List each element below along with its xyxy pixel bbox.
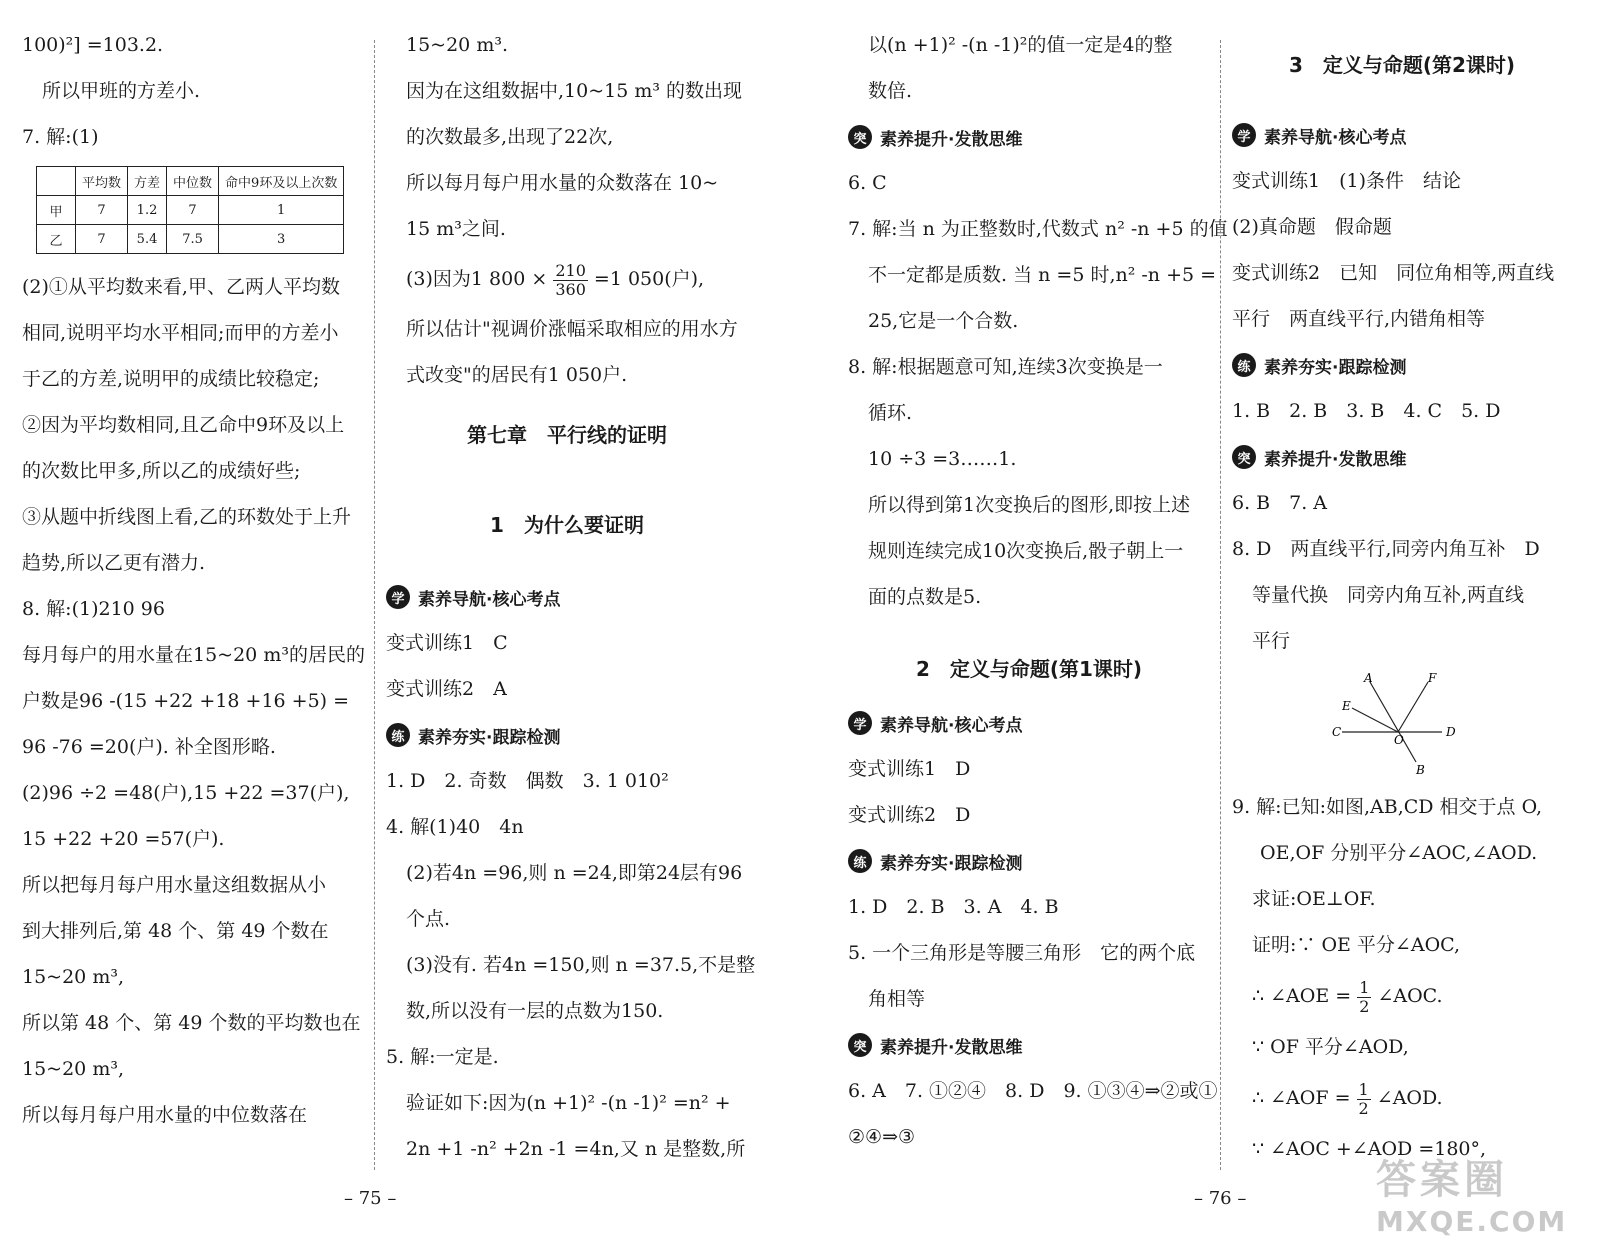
section-header [848, 700, 1210, 746]
angle-figure [1332, 670, 1472, 780]
text-line: 所以甲班的方差小. [42, 80, 201, 102]
text-line: 变式训练2 已知 同位角相等,两直线 [1232, 262, 1555, 284]
text-line: 等量代换 同旁内角互补,两直线 [1252, 584, 1525, 606]
text-line: 平行 [1252, 630, 1291, 652]
text-line: (2)①从平均数来看,甲、乙两人平均数 [22, 276, 340, 298]
text-line: 式改变"的居民有1 050户. [406, 364, 628, 386]
xue-badge-icon: 学 [848, 711, 872, 735]
table-cell: 7 [76, 196, 128, 225]
section-header [848, 838, 1210, 884]
text-line: (2)若4n =96,则 n =24,即第24层有96 [406, 862, 743, 884]
section-title: 2 定义与命题(第1课时) [915, 657, 1143, 681]
text-line: 96 -76 =20(户). 补全图形略. [22, 736, 276, 758]
table-cell: 3 [219, 225, 344, 254]
text-line: 15~20 m³. [406, 34, 508, 56]
text-line: 9. 解:已知:如图,AB,CD 相交于点 O, [1232, 796, 1543, 818]
text-line: 变式训练2 D [848, 804, 971, 826]
text-line: 面的点数是5. [868, 586, 982, 608]
text-line: 循环. [868, 402, 913, 424]
text-line: (3)没有. 若4n =150,则 n =37.5,不是整 [406, 954, 756, 976]
text-line: 的次数比甲多,所以乙的成绩好些; [22, 460, 301, 482]
line-ab [1370, 682, 1416, 762]
fraction-numerator: 1 [1358, 1079, 1369, 1099]
section-header-label: 素养提升·发散思维 [1264, 449, 1407, 470]
section-header [386, 574, 748, 620]
table-cell: 1.2 [128, 196, 167, 225]
text-line: 8. 解:根据题意可知,连续3次变换是一 [848, 356, 1163, 378]
text-line: ∵ OF 平分∠AOD, [1252, 1036, 1409, 1058]
stats-table [36, 166, 344, 254]
text-line: 1. D 2. B 3. A 4. B [848, 896, 1059, 918]
text-line: ③从题中折线图上看,乙的环数处于上升 [22, 506, 352, 528]
section-header [848, 114, 1210, 160]
text-line: 验证如下:因为(n +1)² -(n -1)² =n² + [406, 1092, 731, 1114]
text-line: 15 +22 +20 =57(户). [22, 828, 225, 850]
text-line: 数倍. [868, 80, 913, 102]
fraction-numerator: 210 [555, 260, 586, 280]
text-line: 8. 解:(1)210 96 [22, 598, 165, 620]
point-label: A [1364, 671, 1373, 685]
text-line [1232, 968, 1572, 1024]
section-header-label: 素养夯实·跟踪检测 [880, 853, 1023, 874]
table-cell: 命中9环及以上次数 [219, 167, 344, 196]
text-fragment: =1 050(户), [593, 268, 705, 290]
text-line: 所以每月每户用水量的中位数落在 [22, 1104, 308, 1126]
xue-badge-icon: 学 [1232, 123, 1256, 147]
text-line: ②④⇒③ [848, 1126, 916, 1148]
text-line: 6. C [848, 172, 887, 194]
section-title: 1 为什么要证明 [490, 513, 644, 537]
text-line: 以(n +1)² -(n -1)²的值一定是4的整 [868, 34, 1173, 56]
column-divider [374, 40, 375, 1170]
fraction [1357, 1081, 1371, 1118]
fraction-denominator: 360 [555, 279, 586, 299]
table-cell: 1 [219, 196, 344, 225]
point-label: B [1416, 763, 1425, 777]
chapter-title: 第七章 平行线的证明 [467, 423, 667, 447]
text-line: (2)真命题 假命题 [1232, 216, 1392, 238]
table-cell: 5.4 [128, 225, 167, 254]
table-row [37, 196, 344, 225]
xue-badge-icon: 学 [386, 585, 410, 609]
table-cell: 中位数 [167, 167, 219, 196]
text-line: 所以得到第1次变换后的图形,即按上述 [868, 494, 1191, 516]
lian-badge-icon: 练 [386, 723, 410, 747]
table-cell: 乙 [37, 225, 76, 254]
section-header-label: 素养提升·发散思维 [880, 129, 1023, 150]
table-cell: 平均数 [76, 167, 128, 196]
text-line: 1. B 2. B 3. B 4. C 5. D [1232, 400, 1501, 422]
text-line: (2)96 ÷2 =48(户),15 +22 =37(户), [22, 782, 350, 804]
section-header [848, 1022, 1210, 1068]
column-4 [1232, 22, 1572, 1172]
text-line: 2n +1 -n² +2n -1 =4n,又 n 是整数,所 [406, 1138, 746, 1160]
text-line [1232, 1070, 1572, 1126]
section-header [386, 712, 748, 758]
text-line: 100)²] =103.2. [22, 34, 164, 56]
text-line: 7. 解:(1) [22, 126, 99, 148]
column-3 [848, 22, 1228, 1160]
section-header-label: 素养提升·发散思维 [880, 1037, 1023, 1058]
fraction [1357, 979, 1371, 1016]
table-cell [37, 167, 76, 196]
text-line: 15 m³之间. [406, 218, 506, 240]
text-line: 8. D 两直线平行,同旁内角互补 D [1232, 538, 1540, 560]
point-label: C [1332, 725, 1342, 739]
text-line: 所以每月每户用水量的众数落在 10~ [406, 172, 719, 194]
text-line: 变式训练2 A [386, 678, 507, 700]
column-2 [386, 22, 756, 1172]
fraction [553, 262, 588, 299]
section-title: 3 定义与命题(第2课时) [1288, 53, 1516, 77]
text-line: 5. 一个三角形是等腰三角形 它的两个底 [848, 942, 1196, 964]
watermark [1376, 1148, 1567, 1238]
text-line: 所以把每月每户用水量这组数据从小 [22, 874, 327, 896]
section-header [1232, 434, 1572, 480]
text-line: ②因为平均数相同,且乙命中9环及以上 [22, 414, 345, 436]
section-header [1232, 112, 1572, 158]
text-fragment: ∠AOD. [1376, 1087, 1443, 1109]
point-label: D [1446, 725, 1456, 739]
fraction-denominator: 2 [1359, 996, 1370, 1016]
text-line: 7. 解:当 n 为正整数时,代数式 n² -n +5 的值 [848, 218, 1228, 240]
watermark-url: MXQE.COM [1376, 1205, 1568, 1238]
text-line: 趋势,所以乙更有潜力. [22, 552, 206, 574]
text-line: 所以估计"视调价涨幅采取相应的用水方 [406, 318, 738, 340]
table-cell: 7.5 [167, 225, 219, 254]
fraction-denominator: 2 [1358, 1098, 1369, 1118]
tu-badge-icon: 突 [1232, 445, 1256, 469]
text-line: 角相等 [868, 988, 926, 1010]
text-line: 1. D 2. 奇数 偶数 3. 1 010² [386, 770, 669, 792]
text-line: 因为在这组数据中,10~15 m³ 的数出现 [406, 80, 743, 102]
text-line: 6. A 7. ①②④ 8. D 9. ①③④⇒②或① [848, 1080, 1218, 1102]
watermark-logo-text: 答案圈 [1376, 1157, 1508, 1203]
table-cell: 7 [167, 196, 219, 225]
section-header-label: 素养导航·核心考点 [880, 715, 1023, 736]
text-line: 相同,说明平均水平相同;而甲的方差小 [22, 322, 339, 344]
text-line: 变式训练1 D [848, 758, 971, 780]
text-line: 求证:OE⊥OF. [1252, 888, 1376, 910]
text-line: 个点. [406, 908, 451, 930]
text-line: 到大排列后,第 48 个、第 49 个数在 [22, 920, 329, 942]
text-line: 15~20 m³, [22, 1058, 124, 1080]
point-label: F [1428, 671, 1437, 685]
text-line: 的次数最多,出现了22次, [406, 126, 614, 148]
section-header-label: 素养导航·核心考点 [418, 589, 561, 610]
column-divider [1220, 40, 1221, 1170]
point-label: E [1342, 699, 1351, 713]
column-1 [22, 22, 365, 1138]
fraction-numerator: 1 [1359, 977, 1370, 997]
section-header [1232, 342, 1572, 388]
text-line: 15~20 m³, [22, 966, 124, 988]
text-line: 规则连续完成10次变换后,骰子朝上一 [868, 540, 1184, 562]
text-fragment: ∴ ∠AOE = [1252, 985, 1352, 1007]
text-line: 户数是96 -(15 +22 +18 +16 +5) = [22, 690, 350, 712]
table-row [37, 225, 344, 254]
text-line: 变式训练1 (1)条件 结论 [1232, 170, 1462, 192]
text-fragment: (3)因为1 800 × [406, 268, 548, 290]
page-number-right: – 76 – [1194, 1188, 1247, 1209]
point-label: O [1394, 733, 1404, 747]
table-cell: 方差 [128, 167, 167, 196]
text-line: 数,所以没有一层的点数为150. [406, 1000, 664, 1022]
text-line [386, 252, 748, 306]
table-cell: 7 [76, 225, 128, 254]
table-cell: 甲 [37, 196, 76, 225]
tu-badge-icon: 突 [848, 1033, 872, 1057]
section-header-label: 素养夯实·跟踪检测 [418, 727, 561, 748]
tu-badge-icon: 突 [848, 125, 872, 149]
text-line: 不一定都是质数. 当 n =5 时,n² -n +5 = [868, 264, 1217, 286]
text-line: ∵ ∠AOC +∠AOD =180°, [1252, 1138, 1487, 1160]
text-line: 25,它是一个合数. [868, 310, 1019, 332]
text-line: 证明:∵ OE 平分∠AOC, [1252, 934, 1461, 956]
text-line: 于乙的方差,说明甲的成绩比较稳定; [22, 368, 320, 390]
text-line: 4. 解(1)40 4n [386, 816, 524, 838]
text-line: 5. 解:一定是. [386, 1046, 499, 1068]
ray-oe [1352, 708, 1398, 732]
ray-of [1398, 682, 1428, 732]
page-number-left: – 75 – [344, 1188, 397, 1209]
text-line: 每月每户的用水量在15~20 m³的居民的 [22, 644, 365, 666]
lian-badge-icon: 练 [1232, 353, 1256, 377]
text-line: 所以第 48 个、第 49 个数的平均数也在 [22, 1012, 361, 1034]
text-fragment: ∴ ∠AOF = [1252, 1087, 1351, 1109]
text-fragment: ∠AOC. [1377, 985, 1443, 1007]
section-header-label: 素养导航·核心考点 [1264, 127, 1407, 148]
text-line: 变式训练1 C [386, 632, 508, 654]
table-header-row [37, 167, 344, 196]
text-line: 10 ÷3 =3……1. [868, 448, 1017, 470]
text-line: 6. B 7. A [1232, 492, 1328, 514]
lian-badge-icon: 练 [848, 849, 872, 873]
text-line: OE,OF 分别平分∠AOC,∠AOD. [1260, 842, 1538, 864]
text-line: 平行 两直线平行,内错角相等 [1232, 308, 1486, 330]
section-header-label: 素养夯实·跟踪检测 [1264, 357, 1407, 378]
